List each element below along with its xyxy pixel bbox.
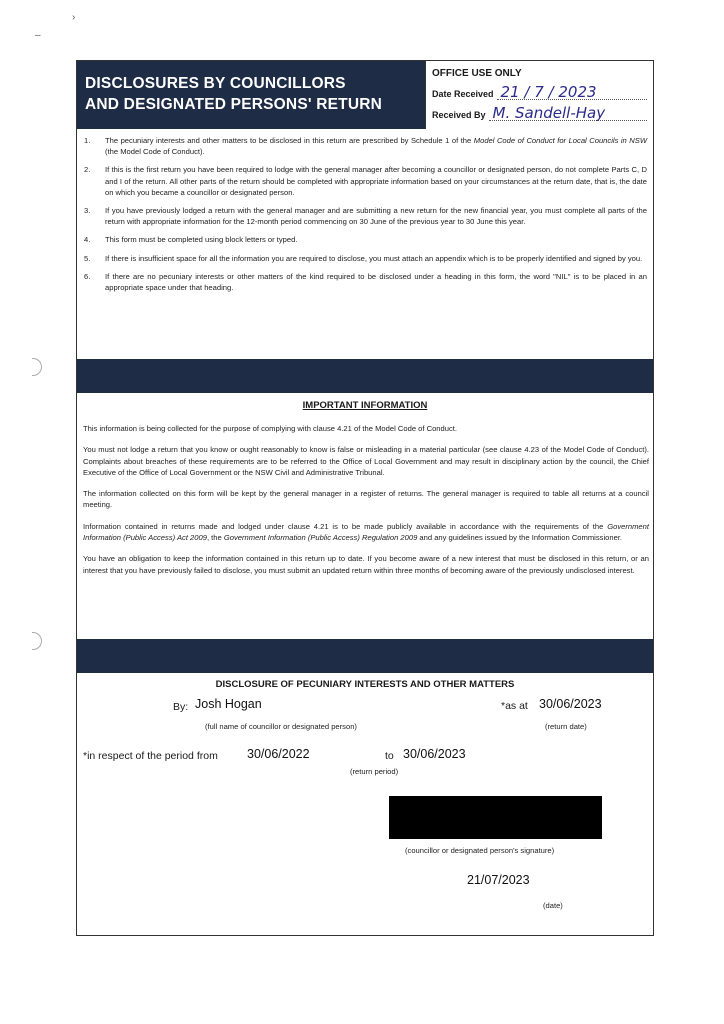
section-divider: [77, 639, 653, 673]
disclosure-heading: DISCLOSURE OF PECUNIARY INTERESTS AND OTHER MATTERS: [215, 679, 515, 690]
received-by-label: Received By: [432, 110, 486, 120]
by-label: By:: [173, 701, 189, 713]
period-to-field[interactable]: 30/06/2023: [403, 747, 466, 761]
date-caption: (date): [543, 901, 563, 910]
period-to-label: to: [385, 750, 394, 762]
info-paragraph: You must not lodge a return that you know or ought reasonably to know is false or misleading in a material particular (see clause 4.23 of the Model Code of Conduct). Complaints about breaches of these requirements are to be referred to the Office of Local Government and may result in disciplinary action by the council, the Chief Executive of the Office of Local Government or the NSW Civil and Administrative Tribunal.: [83, 445, 649, 477]
instruction-item: 3. If you have previously lodged a return with the general manager and are submitting a new return for the new financial year, you must complete all parts of the return with appropriate information for the 12-month period commencing on 30 June of the previous year to 30 June this year.: [84, 206, 647, 227]
punch-hole: [32, 358, 42, 376]
date-received-field[interactable]: 21 / 7 / 2023: [497, 85, 647, 100]
as-at-label: *as at: [501, 700, 528, 712]
scan-mark: –: [35, 30, 41, 41]
date-received-label: Date Received: [432, 89, 494, 99]
info-paragraph: You have an obligation to keep the information contained in this return up to date. If you become aware of a new interest that must be disclosed in this return, or an interest that you have previously failed to disclose, you must submit an updated return within three months of becoming aware of the previously undisclosed interest.: [83, 554, 649, 575]
form-title: [85, 73, 425, 115]
instruction-item: 2. If this is the first return you have been required to lodge with the general manager after becoming a councillor or designated person, do not complete Parts C, D and I of the return. All other parts of the return should be completed with appropriate information based on your circumstances at the return date, that is, the date on which you became a councillor or designated person.: [84, 165, 647, 197]
instruction-item: 4. This form must be completed using block letters or typed.: [84, 235, 298, 245]
signature-redacted-box: [389, 796, 602, 839]
form-title-line1: DISCLOSURES BY COUNCILLORS: [85, 75, 346, 92]
received-by-row: [432, 106, 647, 121]
received-by-field[interactable]: M. Sandell-Hay: [489, 106, 647, 121]
period-from-field[interactable]: 30/06/2022: [247, 747, 310, 761]
signature-date-field[interactable]: 21/07/2023: [467, 873, 530, 887]
office-use-box: [425, 61, 653, 129]
important-info-heading: IMPORTANT INFORMATION: [302, 400, 428, 411]
office-use-title: OFFICE USE ONLY: [432, 68, 522, 79]
instruction-item: 1. The pecuniary interests and other matters to be disclosed in this return are prescribed by Schedule 1 of the Model Code of Conduct for Local Councils in NSW (the Model Code of Conduct).: [84, 136, 647, 157]
instruction-item: 6. If there are no pecuniary interests or other matters of the kind required to be disclosed under a heading in this form, the word "NIL" is to be placed in an appropriate space under that heading.: [84, 271, 647, 293]
return-date-caption: (return date): [545, 722, 587, 731]
instruction-item: 5. If there is insufficient space for all the information you are required to disclose, you must attach an appendix which is to be properly identified and signed by you.: [84, 253, 643, 263]
info-paragraph: This information is being collected for the purpose of complying with clause 4.21 of the Model Code of Conduct.: [83, 424, 457, 433]
form-header: [77, 61, 653, 129]
full-name-caption: (full name of councillor or designated person): [205, 722, 357, 731]
return-period-caption: (return period): [350, 767, 399, 776]
info-paragraph: The information collected on this form will be kept by the general manager in a register of returns. The general manager is required to table all returns at a council meeting.: [83, 489, 649, 510]
signature-caption: (councillor or designated person's signature): [405, 846, 555, 855]
info-paragraph: Information contained in returns made and lodged under clause 4.21 is to be made publicly available in accordance with the requirements of the Government Information (Public Access) Act 2009, the Government Information (Public Access) Regulation 2009 and any guidelines issued by the Information Commissioner.: [83, 521, 649, 543]
punch-hole: [32, 632, 42, 650]
instructions-list: [77, 135, 653, 300]
disclosure-form: [76, 60, 654, 936]
period-label: *in respect of the period from: [83, 750, 218, 762]
date-received-row: [432, 85, 647, 100]
full-name-field[interactable]: Josh Hogan: [195, 697, 262, 711]
scan-mark: ›: [72, 12, 76, 23]
form-title-line2: AND DESIGNATED PERSONS' RETURN: [85, 96, 383, 113]
section-divider: [77, 359, 653, 393]
return-date-field[interactable]: 30/06/2023: [539, 697, 602, 711]
important-info-body: [83, 423, 649, 586]
